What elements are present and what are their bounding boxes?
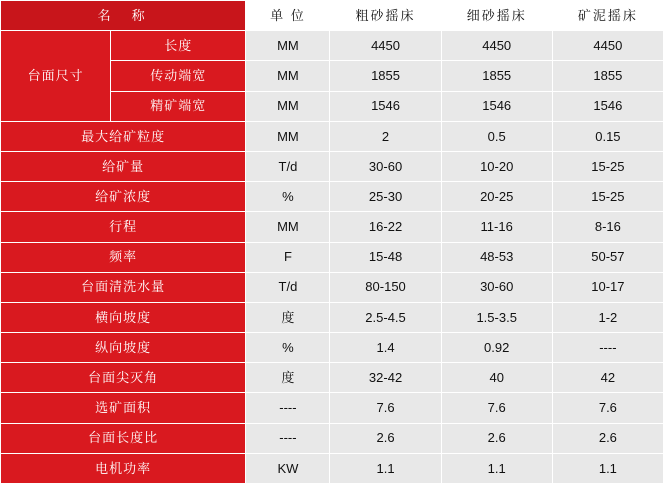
table-row: [1, 453, 664, 483]
unit-cell: MM: [246, 31, 330, 61]
row-label: 横向坡度: [1, 302, 246, 332]
sub-label-concentrate-end-width: 精矿端宽: [111, 91, 246, 121]
row-label: 给矿浓度: [1, 182, 246, 212]
unit-cell: ----: [246, 393, 330, 423]
value-cell: 10-20: [441, 151, 552, 181]
header-cell-name: 名 称: [1, 1, 246, 31]
value-cell: 4450: [330, 31, 441, 61]
row-label: 最大给矿粒度: [1, 121, 246, 151]
row-label: 给矿量: [1, 151, 246, 181]
value-cell: 2.6: [441, 423, 552, 453]
value-cell: 7.6: [330, 393, 441, 423]
value-cell: 32-42: [330, 363, 441, 393]
table-row: [1, 242, 664, 272]
value-cell: 1.1: [441, 453, 552, 483]
table-row: [1, 423, 664, 453]
value-cell: 40: [441, 363, 552, 393]
unit-cell: KW: [246, 453, 330, 483]
table-row: [1, 272, 664, 302]
unit-cell: 度: [246, 363, 330, 393]
value-cell: 1546: [552, 91, 663, 121]
value-cell: 1.1: [552, 453, 663, 483]
header-cell-column-3: 矿泥摇床: [552, 1, 663, 31]
value-cell: 50-57: [552, 242, 663, 272]
table-row: [1, 393, 664, 423]
value-cell: 11-16: [441, 212, 552, 242]
table-row: [1, 333, 664, 363]
value-cell: 16-22: [330, 212, 441, 242]
table-row: [1, 121, 664, 151]
value-cell: 1.1: [330, 453, 441, 483]
sub-label-length: 长度: [111, 31, 246, 61]
value-cell: 20-25: [441, 182, 552, 212]
row-label: 纵向坡度: [1, 333, 246, 363]
value-cell: 2.5-4.5: [330, 302, 441, 332]
value-cell: 2.6: [330, 423, 441, 453]
unit-cell: T/d: [246, 272, 330, 302]
value-cell: ----: [552, 333, 663, 363]
value-cell: 0.15: [552, 121, 663, 151]
value-cell: 1855: [552, 61, 663, 91]
table-row: [1, 212, 664, 242]
unit-cell: 度: [246, 302, 330, 332]
value-cell: 1855: [330, 61, 441, 91]
unit-cell: MM: [246, 91, 330, 121]
value-cell: 10-17: [552, 272, 663, 302]
value-cell: 30-60: [441, 272, 552, 302]
value-cell: 15-25: [552, 151, 663, 181]
value-cell: 7.6: [552, 393, 663, 423]
unit-cell: %: [246, 182, 330, 212]
table-row: [1, 363, 664, 393]
value-cell: 4450: [552, 31, 663, 61]
value-cell: 1.5-3.5: [441, 302, 552, 332]
value-cell: 1-2: [552, 302, 663, 332]
unit-cell: MM: [246, 61, 330, 91]
unit-cell: ----: [246, 423, 330, 453]
sub-label-drive-end-width: 传动端宽: [111, 61, 246, 91]
value-cell: 1546: [330, 91, 441, 121]
unit-cell: %: [246, 333, 330, 363]
value-cell: 15-48: [330, 242, 441, 272]
value-cell: 42: [552, 363, 663, 393]
value-cell: 1546: [441, 91, 552, 121]
value-cell: 8-16: [552, 212, 663, 242]
table-row: [1, 151, 664, 181]
unit-cell: F: [246, 242, 330, 272]
row-label: 电机功率: [1, 453, 246, 483]
table-row: [1, 302, 664, 332]
value-cell: 0.5: [441, 121, 552, 151]
value-cell: 7.6: [441, 393, 552, 423]
table-row: [1, 182, 664, 212]
group-label-table-size: 台面尺寸: [1, 31, 111, 122]
header-cell-column-2: 细砂摇床: [441, 1, 552, 31]
value-cell: 1855: [441, 61, 552, 91]
unit-cell: MM: [246, 212, 330, 242]
row-label: 选矿面积: [1, 393, 246, 423]
value-cell: 15-25: [552, 182, 663, 212]
row-label: 台面清洗水量: [1, 272, 246, 302]
value-cell: 2.6: [552, 423, 663, 453]
row-label: 行程: [1, 212, 246, 242]
row-label: 频率: [1, 242, 246, 272]
value-cell: 2: [330, 121, 441, 151]
value-cell: 4450: [441, 31, 552, 61]
header-cell-unit: 单 位: [246, 1, 330, 31]
unit-cell: T/d: [246, 151, 330, 181]
value-cell: 25-30: [330, 182, 441, 212]
table-row: [1, 31, 664, 61]
value-cell: 1.4: [330, 333, 441, 363]
value-cell: 0.92: [441, 333, 552, 363]
row-label: 台面尖灭角: [1, 363, 246, 393]
value-cell: 80-150: [330, 272, 441, 302]
value-cell: 48-53: [441, 242, 552, 272]
row-label: 台面长度比: [1, 423, 246, 453]
unit-cell: MM: [246, 121, 330, 151]
table-header-row: [1, 1, 664, 31]
header-cell-column-1: 粗砂摇床: [330, 1, 441, 31]
value-cell: 30-60: [330, 151, 441, 181]
